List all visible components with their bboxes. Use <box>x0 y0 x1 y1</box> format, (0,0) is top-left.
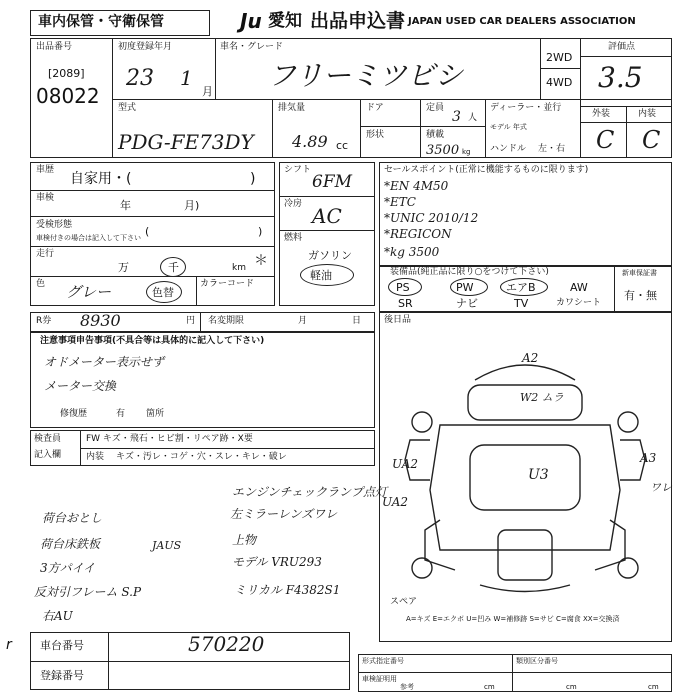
ac-label: 冷房 <box>284 199 303 209</box>
inspection-row-2: キズ・汚レ・コゲ・穴・スレ・キレ・破レ <box>116 452 287 462</box>
repair-label: 修復歴 <box>60 409 88 419</box>
history-close: ) <box>250 171 256 187</box>
spare-label: スペア <box>390 597 418 607</box>
equip-navi: ナビ <box>456 297 478 310</box>
mileage-sen: 千 <box>168 261 179 274</box>
capacity-value: 3 <box>452 109 461 125</box>
sales-line-5: *kg 3500 <box>384 245 440 259</box>
model-value: フリーミツビシ <box>268 59 463 92</box>
inspection-row-2-label: 内装 <box>86 452 105 462</box>
damage-crack: ワレ <box>650 481 672 494</box>
chassis-label: 車台番号 <box>40 639 84 652</box>
cm-unit-1: cm <box>484 683 495 691</box>
equip-pw: PW <box>456 281 474 294</box>
car-diagram <box>380 330 670 600</box>
association-name: JAPAN USED CAR DEALERS ASSOCIATION <box>408 16 636 27</box>
hw-model: モデル VRU293 <box>232 555 322 569</box>
damage-legend: A=キズ E=エクボ U=凹み W=補修跡 S=サビ C=腐食 XX=交換済 <box>406 615 620 623</box>
inspection-row-1: FW キズ・飛石・ヒビ割・リペア跡・X要 <box>86 434 253 444</box>
warranty-label: 受検形態 <box>36 220 73 230</box>
displacement-label: 排気量 <box>278 103 306 113</box>
4wd-label: 4WD <box>546 76 573 89</box>
name-change-day: 日 <box>352 316 362 326</box>
model-label: 車名・グレード <box>220 42 284 52</box>
load-unit: kg <box>462 148 471 156</box>
equip-pw-circle <box>450 278 488 296</box>
grade-value: 3.5 <box>598 61 643 94</box>
hw-upper: 上物 <box>232 533 257 547</box>
corner-mark: r <box>6 637 12 653</box>
color-change: 色替 <box>152 286 174 299</box>
damage-u3: U3 <box>528 467 549 483</box>
color-code-label: カラーコード <box>200 279 255 289</box>
fuel-diesel-circle <box>300 264 354 286</box>
equip-aw: AW <box>570 281 588 294</box>
warranty-paren-open: ( <box>145 225 150 238</box>
fuel-label: 燃料 <box>284 233 303 243</box>
aftermarket-label: 後日品 <box>384 315 412 325</box>
mileage-mark: ＊ <box>254 253 268 269</box>
capacity-unit: 人 <box>468 113 478 123</box>
sales-line-2: *ETC <box>384 195 416 209</box>
history-value: 自家用・( <box>70 171 132 187</box>
displacement-unit: cc <box>336 139 349 152</box>
hw-frame: 反対引フレーム S.P <box>34 585 142 599</box>
fuel-gas: ガソリン <box>308 249 352 262</box>
r-ticket-label: R券 <box>36 316 52 326</box>
exterior-value: C <box>596 126 615 154</box>
history-label: 車歴 <box>36 165 55 175</box>
color-label: 色 <box>36 279 46 289</box>
type-value: PDG-FE73DY <box>118 130 254 154</box>
first-reg-year: 23 <box>126 66 154 91</box>
logo-ju: Ju <box>240 9 262 33</box>
chassis-value: 570220 <box>188 632 265 656</box>
door-label: ドア <box>366 103 384 113</box>
r-ticket-unit: 円 <box>186 316 196 326</box>
equipment-label: 装備品(純正品に限り○をつけて下さい) <box>390 267 549 277</box>
notes-line-2: メーター交換 <box>44 379 117 393</box>
mileage-man: 万 <box>118 261 129 274</box>
form-title: 出品申込書 <box>310 10 406 32</box>
shift-label: シフト <box>284 165 312 175</box>
2wd-label: 2WD <box>546 51 573 64</box>
lot-sub-number: [2089] <box>48 67 85 80</box>
inspector-label-2: 記入欄 <box>34 450 62 460</box>
name-change-month: 月 <box>298 316 308 326</box>
ref-label: 参考 <box>400 683 414 691</box>
hw-bed-steel: 荷台床鉄板 <box>40 537 101 551</box>
warranty-paren-close: ) <box>258 225 263 238</box>
repair-tail: 箇所 <box>146 409 165 419</box>
lot-number-label: 出品番号 <box>36 42 73 52</box>
equip-ps-circle <box>388 278 422 296</box>
spec-label: 形式指定番号 <box>362 657 404 665</box>
notes-line-1: オドメーター表示せず <box>44 355 164 369</box>
inspection-label: 車検 <box>36 193 55 203</box>
equip-sr: SR <box>398 297 413 310</box>
capacity-label: 定員 <box>426 103 445 113</box>
ac-value: AC <box>312 204 342 228</box>
model-year-label: モデル 年式 <box>490 123 527 131</box>
interior-value: C <box>642 126 661 154</box>
interior-label: 内装 <box>638 109 657 119</box>
sales-line-3: *UNIC 2010/12 <box>384 211 479 225</box>
mileage-km: km <box>232 263 246 273</box>
equip-leather: カワシート <box>556 298 602 308</box>
fuel-diesel: 軽油 <box>310 269 332 282</box>
sales-line-1: *EN 4M50 <box>384 179 449 193</box>
equip-airbag: エアB <box>506 281 536 294</box>
equip-airbag-circle <box>500 278 548 296</box>
hw-engine-lamp: エンジンチェックランプ点灯 <box>232 485 388 499</box>
recycle-value: 有・無 <box>624 289 657 302</box>
cm-unit-2: cm <box>566 683 577 691</box>
shape-label: 形状 <box>366 130 385 140</box>
inspector-label-1: 検査員 <box>34 434 62 444</box>
cm-unit-3: cm <box>648 683 659 691</box>
sales-label: セールスポイント(正常に機能するものに限ります) <box>384 165 589 175</box>
mileage-circle <box>160 257 186 277</box>
month-unit: 月 <box>202 85 213 98</box>
shift-value: 6FM <box>312 172 353 192</box>
color-change-circle <box>146 281 182 303</box>
damage-ua2-1: UA2 <box>392 457 419 471</box>
damage-a3: A3 <box>640 451 657 465</box>
handle-label: ハンドル <box>490 144 527 154</box>
first-reg-month: 1 <box>180 66 193 90</box>
r-ticket-value: 8930 <box>80 311 121 330</box>
color-value: グレー <box>66 283 112 301</box>
type-label: 型式 <box>118 103 137 113</box>
repair-value: 有 <box>116 409 126 419</box>
class-label: 類別区分番号 <box>516 657 558 665</box>
cert-label: 車検証明用 <box>362 675 397 683</box>
dealer-label: ディーラー・並行 <box>490 103 562 113</box>
logo-aichi: 愛知 <box>268 11 302 31</box>
inspection-month: 月) <box>184 199 200 212</box>
hw-left-mirror: 左ミラーレンズワレ <box>230 507 338 521</box>
lot-number: 08022 <box>36 84 100 108</box>
grade-label: 評価点 <box>608 42 636 52</box>
load-value: 3500 <box>426 143 460 158</box>
handle-value: 左・右 <box>538 144 566 154</box>
damage-w2: W2 ムラ <box>520 391 564 404</box>
hw-three-way: 3方パイイ <box>40 561 96 575</box>
hw-bed-drop: 荷台おとし <box>42 511 103 525</box>
notes-label: 注意事項申告事項(不具合等は具体的に記入して下さい) <box>40 336 265 346</box>
equip-tv: TV <box>514 297 529 310</box>
first-reg-label: 初度登録年月 <box>118 42 173 52</box>
equip-ps: PS <box>396 281 410 294</box>
hw-right-au: 右AU <box>42 609 73 623</box>
registration-label: 登録番号 <box>40 669 84 682</box>
warranty-note: 車検付きの場合は記入して下さい <box>36 234 141 242</box>
recycle-label: 新車保証書 <box>622 269 657 277</box>
storage-badge: 車内保管・守衛保管 <box>38 14 164 30</box>
damage-ua2-2: UA2 <box>382 495 409 509</box>
inspection-year: 年 <box>120 199 131 212</box>
damage-a2-top: A2 <box>522 351 539 365</box>
hw-serial: ミリカル F4382S1 <box>234 583 341 597</box>
exterior-label: 外装 <box>592 109 611 119</box>
hw-jaus: JAUS <box>152 539 182 552</box>
displacement-value: 4.89 <box>292 132 328 151</box>
name-change-label: 名変期限 <box>208 316 245 326</box>
mileage-label: 走行 <box>36 249 55 259</box>
load-label: 積載 <box>426 130 445 140</box>
sales-line-4: *REGICON <box>384 227 452 241</box>
